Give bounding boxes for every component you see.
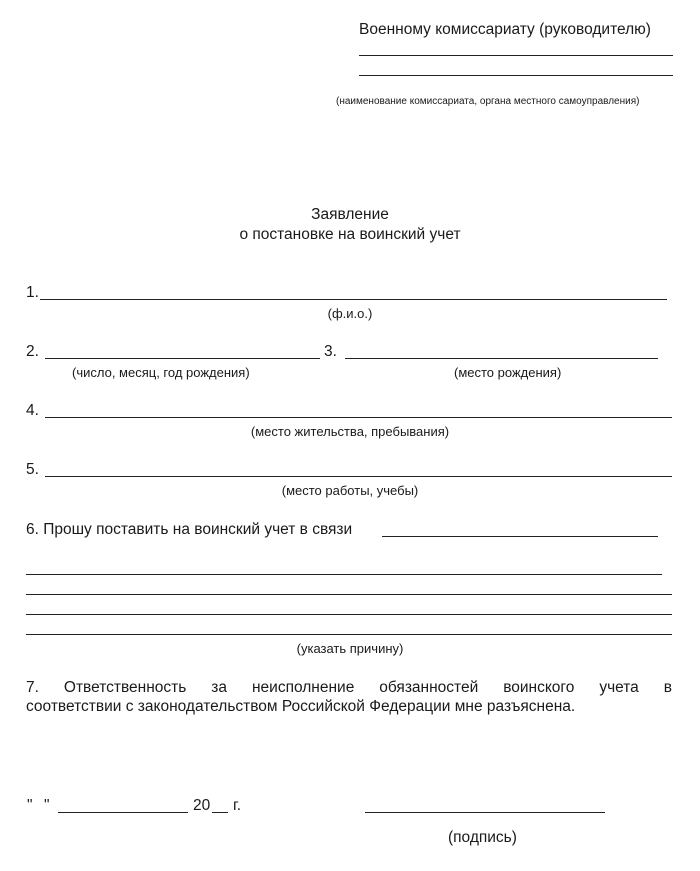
field-3-number: 3. — [324, 343, 337, 360]
document-title: Заявление — [311, 206, 389, 223]
reason-line-3[interactable] — [26, 614, 672, 615]
responsibility-word: Ответственность — [63, 679, 187, 696]
work-study-line[interactable] — [45, 476, 672, 477]
field-5-number: 5. — [26, 461, 39, 478]
responsibility-word: за — [211, 679, 228, 696]
document-subtitle: о постановке на воинский учет — [239, 226, 461, 243]
responsibility-line-2: соответствии с законодательством Российской Федерации мне разъяснена. — [26, 698, 576, 715]
field-4-number: 4. — [26, 402, 39, 419]
residence-hint: (место жительства, пребывания) — [250, 424, 450, 439]
reason-line-1[interactable] — [26, 574, 662, 575]
fio-hint: (ф.и.о.) — [327, 306, 373, 321]
reason-line-4[interactable] — [26, 634, 672, 635]
birth-place-hint: (место рождения) — [454, 365, 562, 380]
addressee-line-1[interactable] — [359, 55, 673, 56]
field-2-number: 2. — [26, 343, 39, 360]
responsibility-word: обязанностей — [379, 679, 479, 696]
addressee-note: (наименование комиссариата, органа местного самоуправления) — [336, 96, 640, 107]
responsibility-word: неисполнение — [251, 679, 355, 696]
date-year-suffix: г. — [233, 797, 242, 814]
birth-date-hint: (число, месяц, год рождения) — [72, 365, 250, 380]
birth-place-line[interactable] — [345, 358, 658, 359]
responsibility-word: воинского — [503, 679, 575, 696]
reason-hint: (указать причину) — [296, 641, 404, 656]
residence-line[interactable] — [45, 417, 672, 418]
work-study-hint: (место работы, учебы) — [281, 483, 419, 498]
reason-line-inline[interactable] — [382, 536, 658, 537]
responsibility-word: 7. — [26, 679, 39, 696]
addressee-heading: Военному комиссариату (руководителю) — [359, 21, 651, 38]
reason-line-2[interactable] — [26, 594, 672, 595]
signature-line[interactable] — [365, 812, 605, 813]
responsibility-line-1 — [26, 679, 672, 697]
signature-hint: (подпись) — [448, 829, 517, 846]
date-year-prefix: 20 — [193, 797, 211, 814]
date-day-month-line[interactable] — [58, 812, 188, 813]
date-quote-open: " — [27, 797, 33, 814]
reason-label: 6. Прошу поставить на воинский учет в связи — [26, 521, 353, 538]
date-year-line[interactable] — [212, 812, 228, 813]
addressee-line-2[interactable] — [359, 75, 673, 76]
birth-date-line[interactable] — [45, 358, 320, 359]
fio-line[interactable] — [40, 299, 667, 300]
date-quote-close: " — [44, 797, 50, 814]
responsibility-word: учета — [599, 679, 639, 696]
responsibility-word: в — [663, 679, 672, 696]
field-1-number: 1. — [26, 284, 39, 301]
